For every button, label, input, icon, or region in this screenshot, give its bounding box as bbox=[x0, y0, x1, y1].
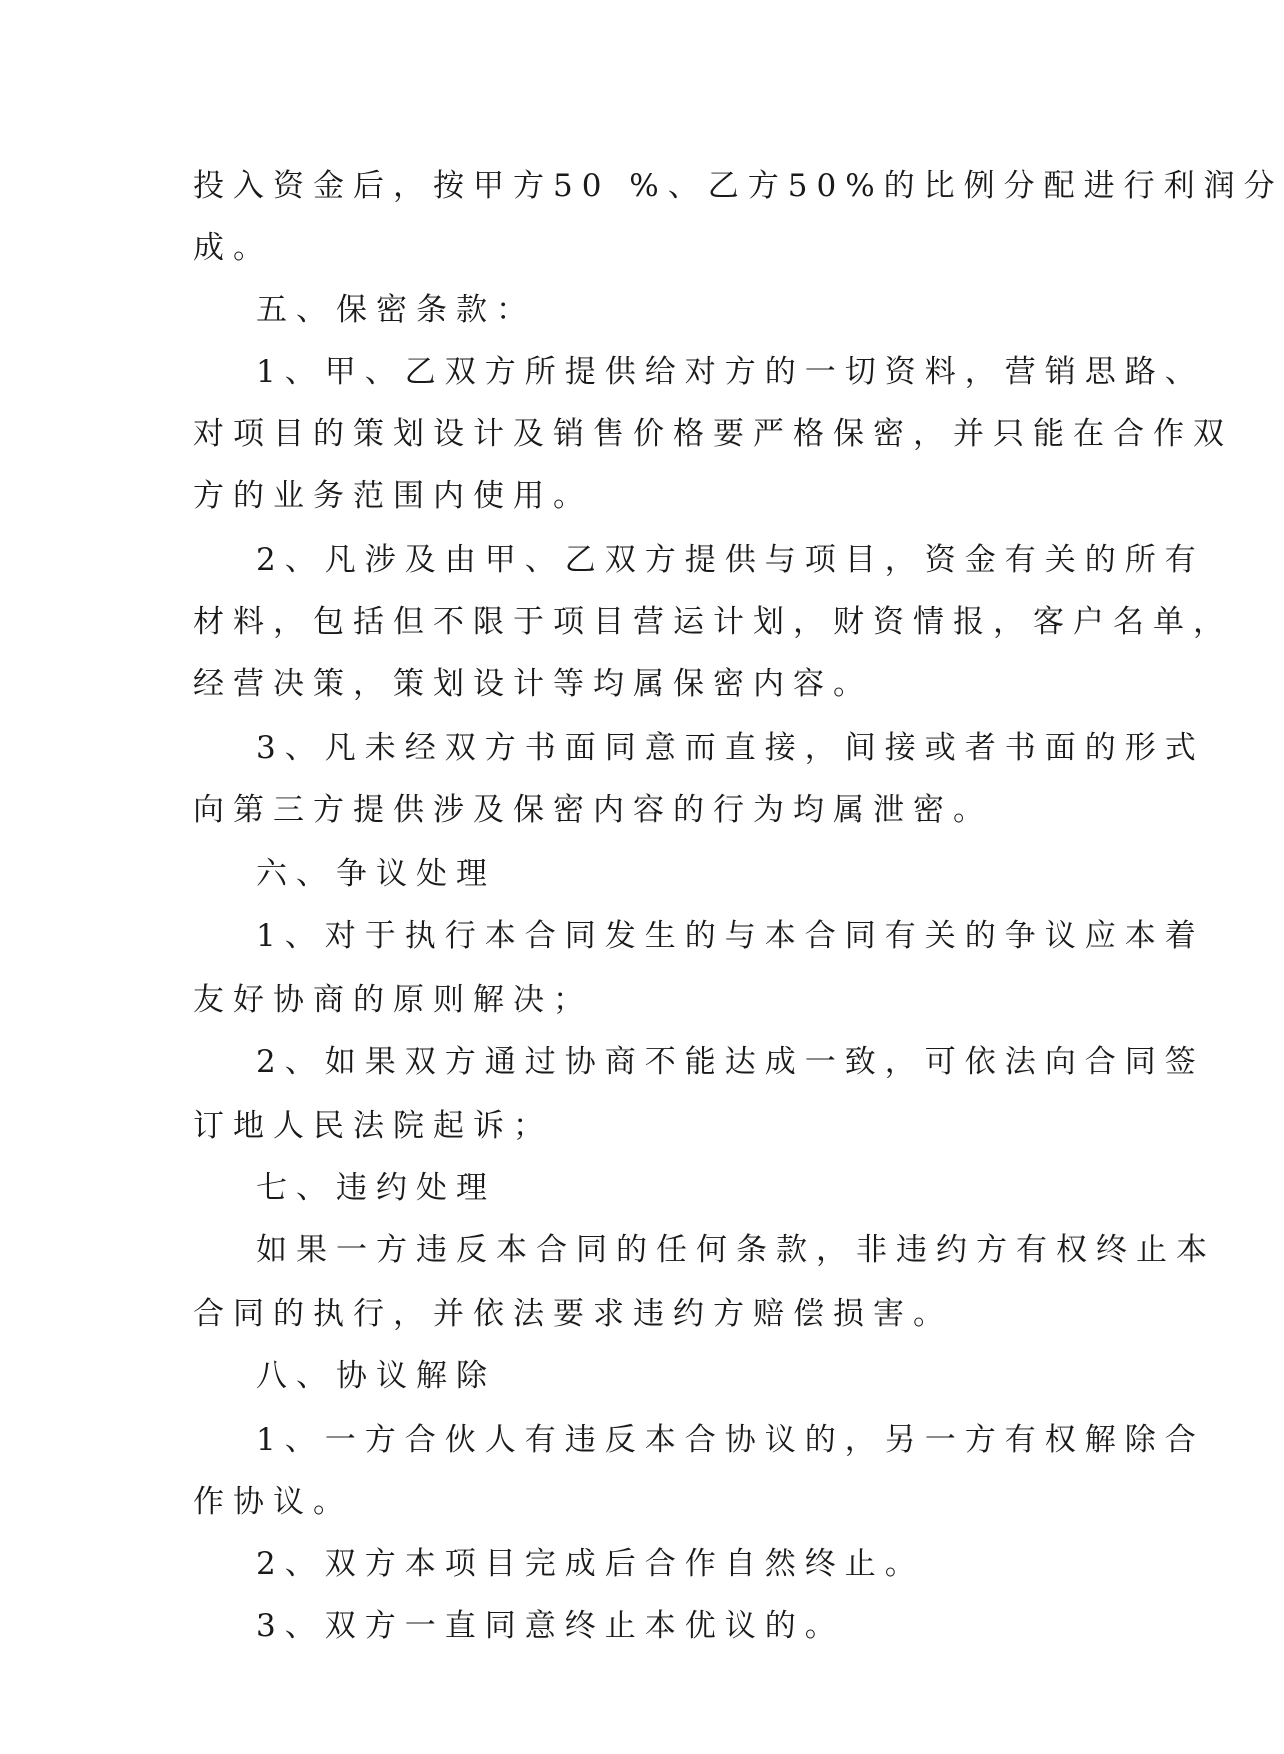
paragraph-line: 2、凡涉及由甲、乙双方提供与项目，资金有关的所有 bbox=[256, 542, 1205, 578]
paragraph-line: 向第三方提供涉及保密内容的行为均属泄密。 bbox=[193, 792, 993, 828]
paragraph-line: 2、如果双方通过协商不能达成一致，可依法向合同签 bbox=[256, 1044, 1205, 1080]
paragraph-line: 对项目的策划设计及销售价格要严格保密，并只能在合作双 bbox=[193, 416, 1233, 452]
paragraph-line: 2、双方本项目完成后合作自然终止。 bbox=[256, 1546, 925, 1582]
section-heading: 八、协议解除 bbox=[256, 1358, 496, 1394]
paragraph-line: 投入资金后，按甲方50 %、乙方50%的比例分配进行利润分 bbox=[193, 168, 1284, 204]
paragraph-line: 合同的执行，并依法要求违约方赔偿损害。 bbox=[193, 1296, 953, 1332]
paragraph-line: 经营决策，策划设计等均属保密内容。 bbox=[193, 666, 873, 702]
paragraph-line: 方的业务范围内使用。 bbox=[193, 478, 593, 514]
section-heading: 五、保密条款： bbox=[256, 292, 536, 328]
paragraph-line: 如果一方违反本合同的任何条款，非违约方有权终止本 bbox=[256, 1232, 1216, 1268]
paragraph-line: 作协议。 bbox=[193, 1484, 353, 1520]
paragraph-line: 1、一方合伙人有违反本合协议的，另一方有权解除合 bbox=[256, 1422, 1205, 1458]
paragraph-line: 1、甲、乙双方所提供给对方的一切资料，营销思路、 bbox=[256, 354, 1205, 390]
section-heading: 七、违约处理 bbox=[256, 1170, 496, 1206]
paragraph-line: 材料，包括但不限于项目营运计划，财资情报，客户名单， bbox=[193, 604, 1233, 640]
paragraph-line: 订地人民法院起诉； bbox=[193, 1108, 553, 1144]
paragraph-line: 友好协商的原则解决； bbox=[193, 982, 593, 1018]
paragraph-line: 1、对于执行本合同发生的与本合同有关的争议应本着 bbox=[256, 918, 1205, 954]
paragraph-line: 3、凡未经双方书面同意而直接，间接或者书面的形式 bbox=[256, 730, 1205, 766]
section-heading: 六、争议处理 bbox=[256, 856, 496, 892]
paragraph-line: 3、双方一直同意终止本优议的。 bbox=[256, 1608, 845, 1644]
paragraph-line: 成。 bbox=[193, 230, 273, 266]
